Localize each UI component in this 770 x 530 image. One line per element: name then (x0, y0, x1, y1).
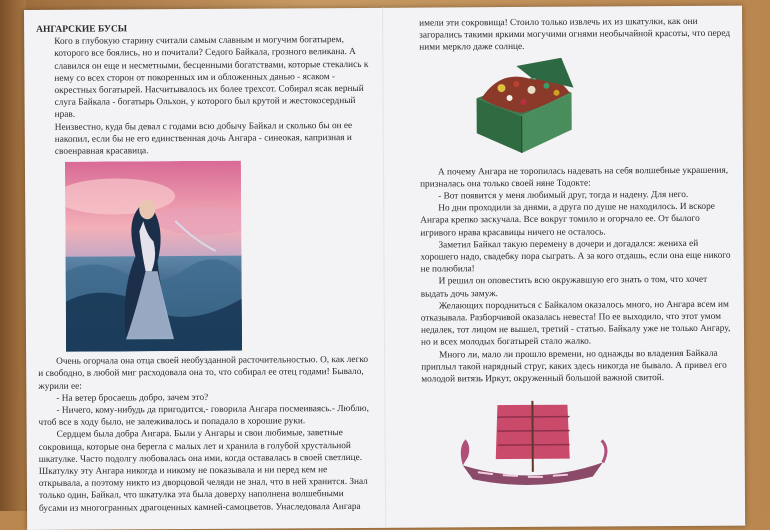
treasure-chest-illustration (461, 57, 580, 158)
treasure-chest-image (461, 57, 580, 158)
angara-illustration (65, 161, 242, 352)
right-paragraph-8: Много ли, мало ли прошло времени, но однажды во владения Байкала приплыл такой нарядный струг, каких здесь никогда не бывало. А привел его молодой витязь Иркут, окруженный большой важной свитой. (421, 348, 727, 385)
left-paragraph-5: - Ничего, кому-нибудь да пригодится,- говорила Ангара посмеиваясь.- Люблю, чтоб все в ходу было, не залеживалось и попадало в хорошие руки. (38, 403, 369, 429)
right-paragraph-3: - Вот появится у меня любимый друг, тогда и надену. Для него. (438, 189, 689, 202)
right-paragraph-5: Заметил Байкал такую перемену в дочери и догадался: жениха ей хорошего надо, свадебку пора сыграть. А за кого отдашь, если она еще никого не полюбила! (420, 238, 731, 275)
angara-woman-image (65, 161, 242, 352)
table-edge (0, 0, 26, 511)
left-paragraph-6: Сердцем была добра Ангара. Были у Ангары и свои любимые, заветные сокровища, которые она берегла с малых лет и хранила в голубой хрустальной шкатулке. Часто подолгу любовалась она ими, когда оставалась в своей светлице. Шкатулку эту Ангара никогда и никому не показывала и ни перед кем не открывала, а поэтому никто из дворцовой челяди не знал, что в ней хранится. Знал только один, Байкал, что шкатулка эта была доверху наполнена волшебными бусами из многогранных драгоценных камней-самоцветов. Унаследовала Ангара (38, 428, 368, 514)
right-paragraph-1: имели эти сокровища! Стоило только извлечь их из шкатулки, как они загорались такими яркими могучими огнями необычайной красоты, что перед ними меркло даже солнце. (419, 16, 731, 53)
right-paragraph-7: Желающих породниться с Байкалом оказалось много, но Ангара всем им отказывала. Разборчивой оказалась невеста! По ее выходило, что этот умом недалек, тот лицом не вышел, третий - статью. Байкалу уже не только Ангару, но и всех молодых богатырей стало жалко. (420, 299, 731, 349)
story-title: АНГАРСКИЕ БУСЫ (36, 24, 128, 35)
left-paragraph-2: Неизвестно, куда бы девал с годами всю добычу Байкал и сколько бы он ее накопил, если бы не его единственная дочь Ангара - синеокая, капризная и своенравная красавица. (54, 120, 353, 157)
paper-page (24, 6, 745, 530)
right-paragraph-6: И решил он оповестить всю окружавшую его знать о том, что хочет выдать дочь замуж. (420, 275, 708, 300)
left-paragraph-3: Очень огорчала она отца своей необузданной расточительностью. О, как легко и свободно, в любой миг расходовала она то, что собирал ее отец годами! Бывало, журили ее: (38, 355, 369, 392)
left-column (36, 22, 373, 515)
right-paragraph-4: Но дни проходили за днями, а друга по душе не находилось. И вскоре Ангара крепко заскучала. Все вокруг томило и огорчало ее. От былого игривого нрава красавицы ничего не осталось. (420, 202, 715, 239)
ship-illustration (457, 397, 608, 488)
left-paragraph-4: - На ветер бросаешь добро, зачем это? (56, 392, 209, 404)
left-paragraph-1: Кого в глубокую старину считали самым славным и могучим богатырем, которого все боялись, но и почитали? Седого Байкала, грозного великана. А славился он еще и несметными, бесценными богатствами, которые стекались к нему со всех сторон от покоренных им и обложенных данью - ясаком - окрестных богатырей. Насчитывалось их более трехсот. Собирал ясак верный слуга Байкала - богатырь Ольхон, у которого был крутой и жестокосердный нрав. (54, 35, 369, 121)
viking-ship-image (457, 397, 608, 488)
right-paragraph-2: А почему Ангара не торопилась надевать на себя волшебные украшения, призналась она только своей няне Тодокте: (420, 165, 729, 190)
right-column (419, 16, 734, 488)
